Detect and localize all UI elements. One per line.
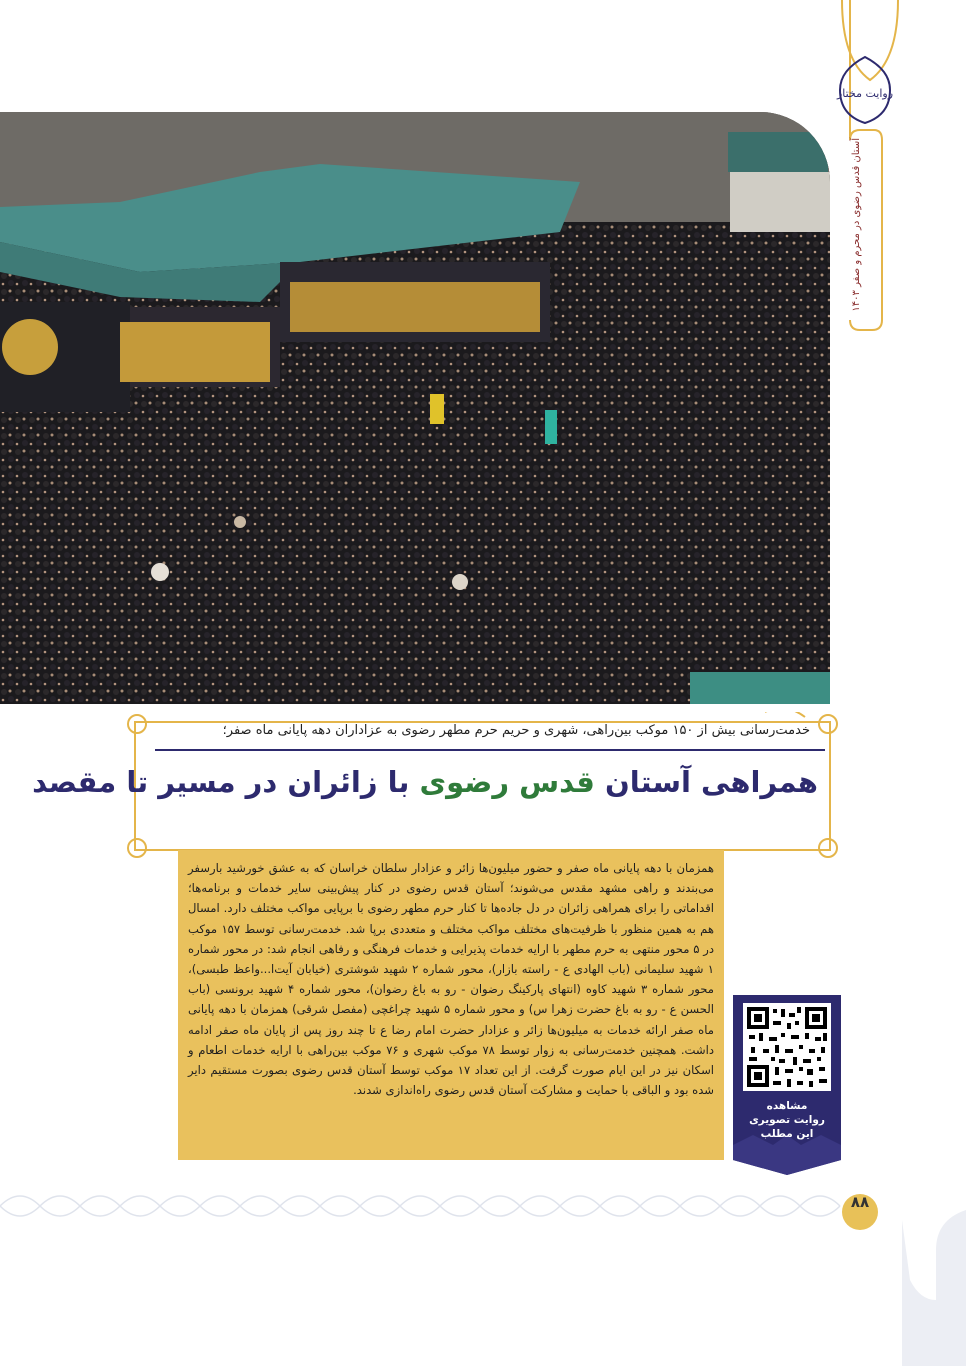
title-part-2: قدس رضوی [419, 765, 595, 799]
qr-code[interactable] [743, 1003, 831, 1091]
qr-caption-line-3: این مطلب [760, 1128, 814, 1140]
logo-text: روایت مختار [836, 87, 894, 100]
qr-block[interactable] [733, 995, 841, 1175]
title-part-3: با زائران در مسیر تا مقصد [32, 765, 420, 799]
article-body: همزمان با دهه پایانی ماه صفر و حضور میلیون‌ها زائر و عزادار سلطان خراسان که به عشق خورشید بارسفر می‌بندند و راهی مشهد مقدس می‌شوند؛ آستان قدس رضوی در کنار پیش‌بینی سایر خدمات و برنامه‌ها؛ اقداماتی را برای همراهی زائران در دل جاده‌ها تا کنار حرم مطهر رضوی با برپایی مواکب مختلف دارد. امسال هم به همین منظور با ظرفیت‌های مختلف مواکب مختلف و متعددی برپا شد. خدمت‌رسانی توسط ۱۵۷ موکب در ۵ محور منتهی به حرم مطهر با ارایه خدمات پذیرایی و خدمات فرهنگی و رفاهی انجام شد: در محور شماره ۱ شهید سلیمانی (باب الهادی ع - راسته بازار)، محور شماره ۲ شهید شوشتری (خیابان آیت‌ا...واعظ طبسی)، محور شماره ۳ شهید کاوه (انتهای پارکینگ رضوان - رو به باغ رضوان)، محور شماره ۴ شهید برونسی (باب الحسن ع - رو به باغ حضرت زهرا س) و محور شماره ۵ شهید چراغچی (مفصل شرقی) همزمان با دهه پایانی ماه صفر ارائه خدمات به میلیون‌ها زائر و عزادار حضرت امام رضا ع تا چند روز پس از پایان ماه صفر ادامه داشت. همچنین خدمت‌رسانی به زوار توسط ۷۸ موکب شهری و ۷۶ موکب بین‌راهی با ارایه خدمات اطعام و اسکان نیز در این ایام صورت گرفت. از این تعداد ۱۷ موکب توسط آستان قدس رضوی بصورت مستقیم دایر شده بود و الباقی با حمایت و مشارکت آستان قدس رضوی راه‌اندازی شدند. [188, 861, 715, 1098]
page-number: ۸۸ [850, 1193, 870, 1211]
side-caption-wrap [846, 140, 866, 310]
title-part-1: همراهی آستان [594, 765, 818, 799]
article-subtitle: خدمت‌رسانی بیش از ۱۵۰ موکب بین‌راهی، شهری و حریم حرم مطهر رضوی به عزاداران دهه پایانی ماه صفر؛ [222, 723, 810, 738]
crowd-photo-illustration [0, 112, 830, 704]
qr-caption-line-2: روایت تصویری [749, 1114, 825, 1126]
article-title [32, 765, 818, 799]
logo-seal [835, 55, 895, 125]
side-caption: آستان قدس رضوی در محرم و صفر ۱۴۰۳ [850, 138, 862, 312]
qr-caption [733, 1099, 841, 1141]
footer-pattern [0, 1180, 866, 1232]
crowd-photo [0, 112, 830, 704]
qr-caption-line-1: مشاهده [766, 1100, 808, 1112]
